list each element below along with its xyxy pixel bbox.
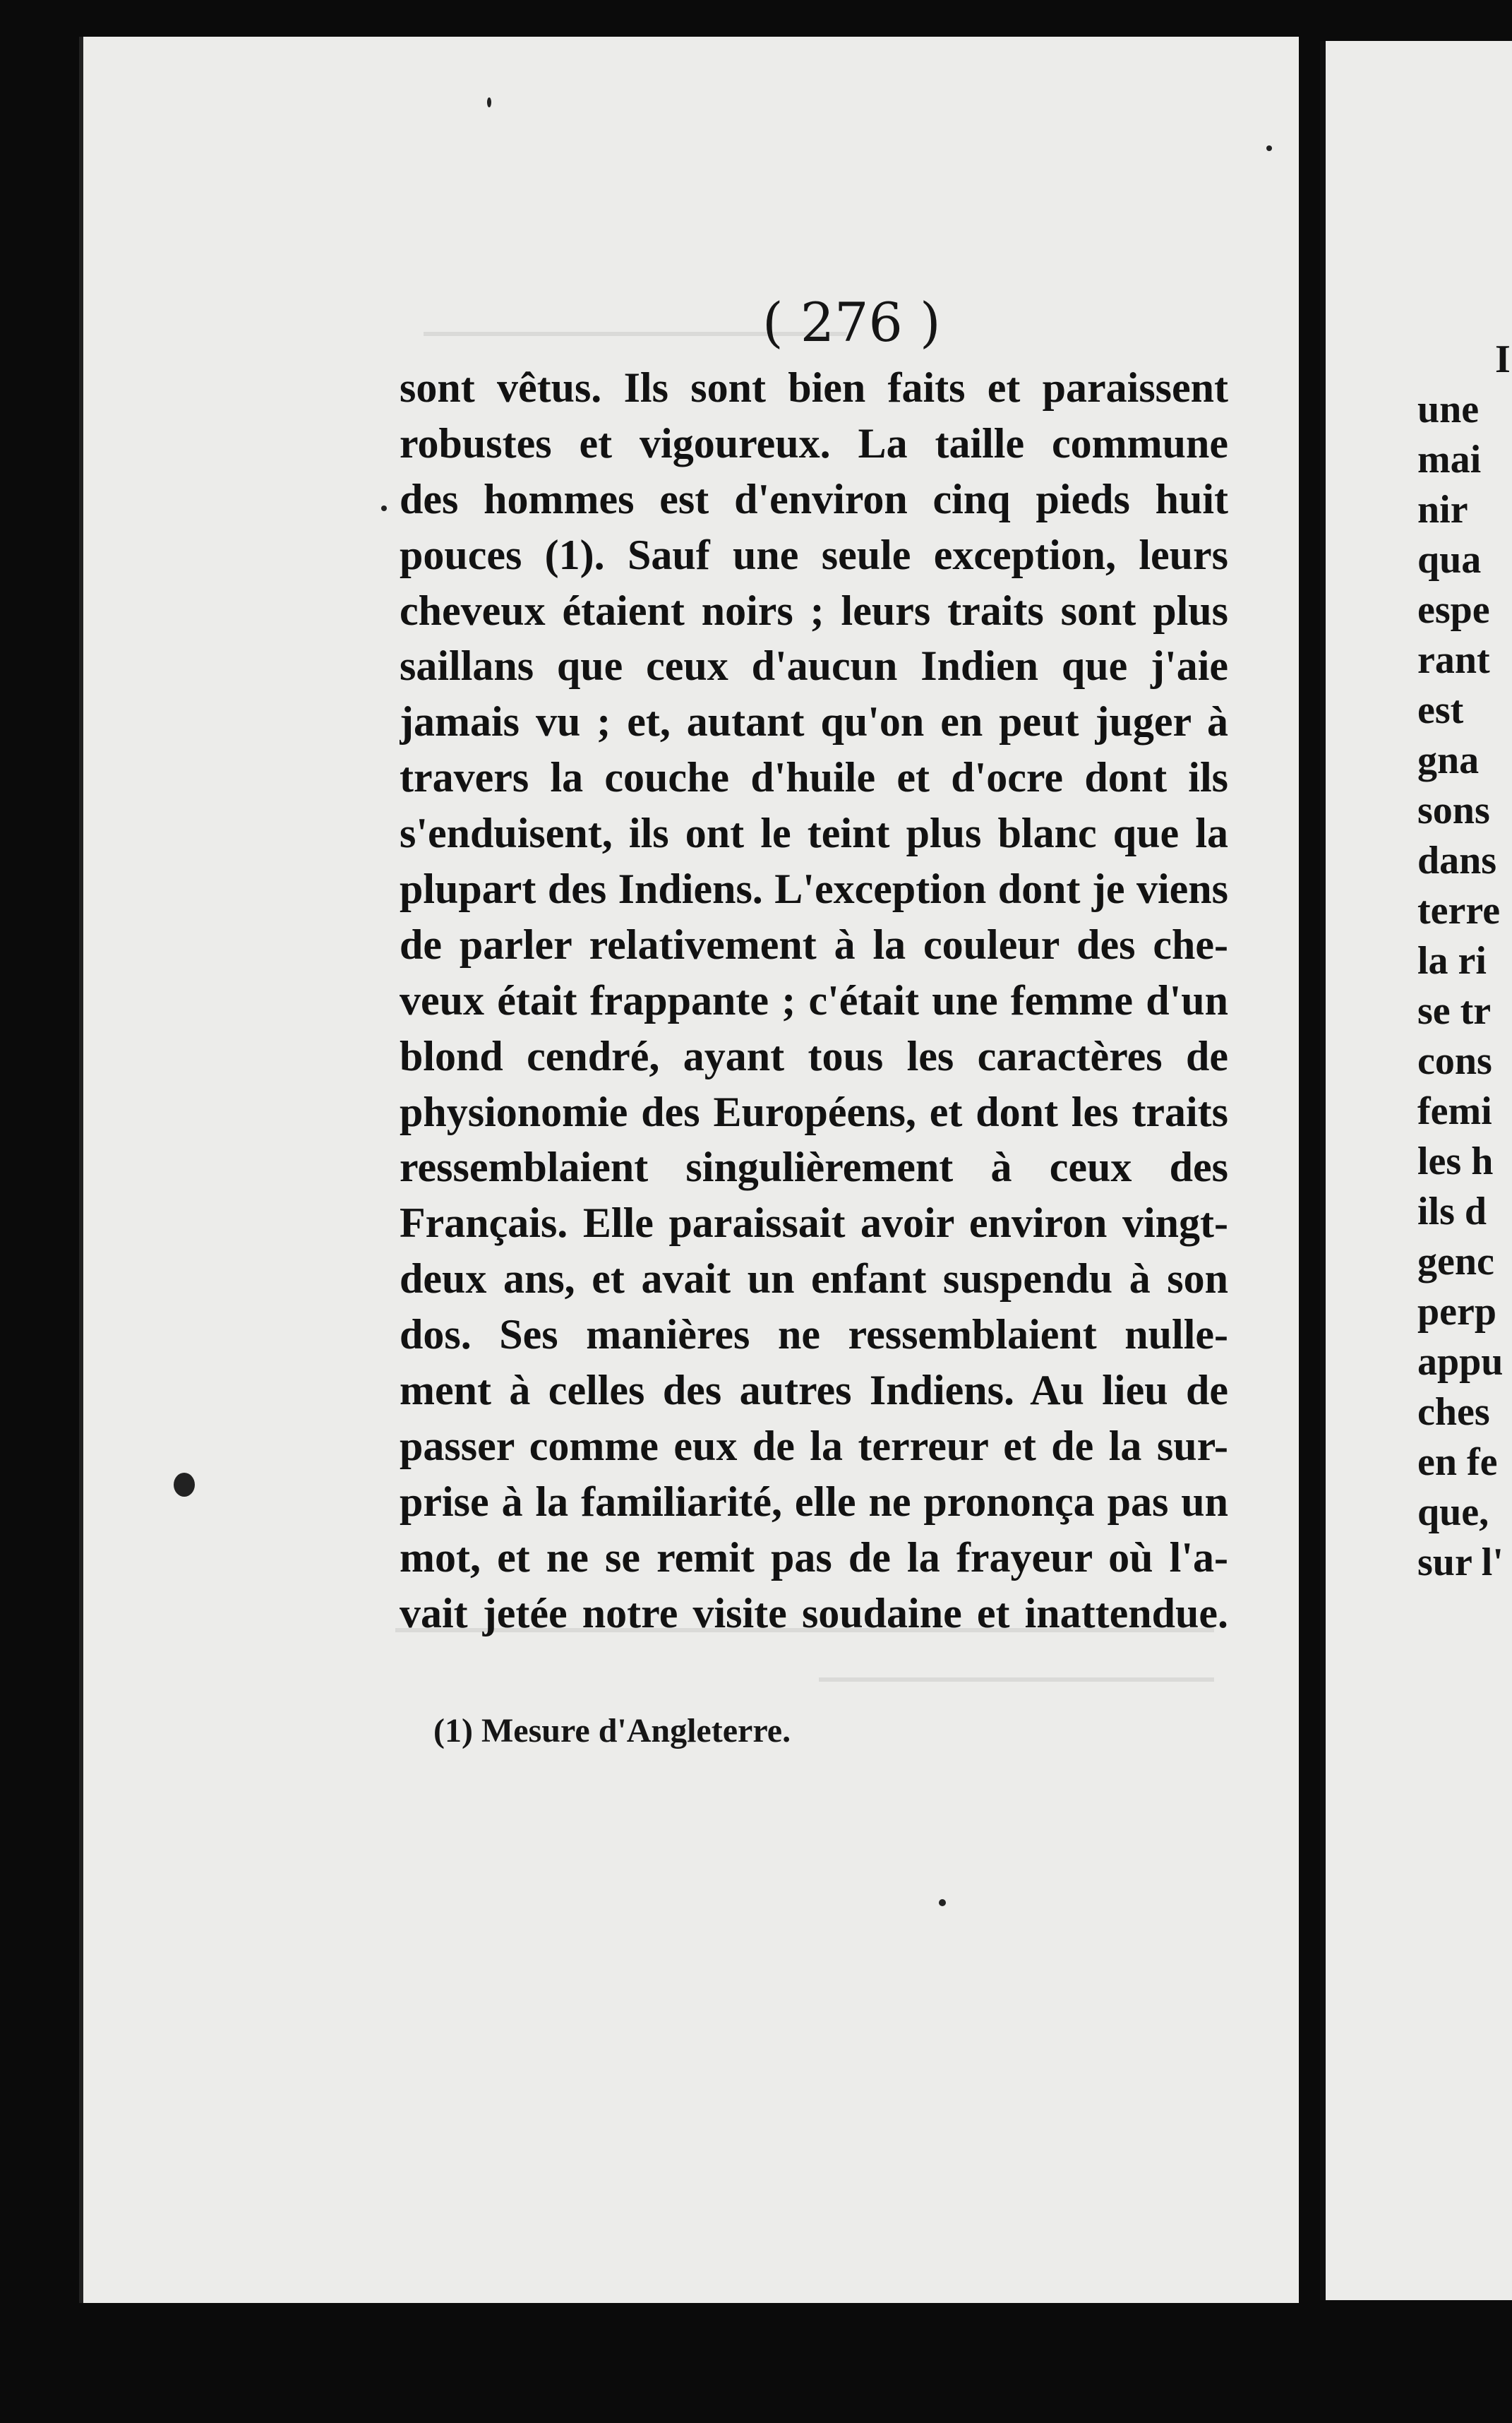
facing-line: genc <box>1417 1240 1494 1284</box>
facing-line: mai <box>1417 438 1482 481</box>
facing-line: rant <box>1417 638 1490 682</box>
text-line: cheveux étaient noirs ; leurs traits sont plus <box>400 587 1228 634</box>
facing-line: les h <box>1417 1139 1494 1183</box>
facing-line: que, <box>1417 1490 1489 1534</box>
facing-line: en fe <box>1417 1440 1498 1484</box>
facing-line: se tr <box>1417 989 1492 1033</box>
page-number: ( 276 ) <box>762 291 941 354</box>
text-line: mot, et ne se remit pas de la frayeur où l'a- <box>400 1533 1228 1581</box>
facing-line: sons <box>1417 789 1490 832</box>
text-line: s'enduisent, ils ont le teint plus blanc que la <box>400 810 1228 857</box>
paper-speck <box>174 1473 195 1497</box>
text-line: passer comme eux de la terreur et de la sur- <box>400 1422 1228 1469</box>
body-text <box>400 360 1228 1641</box>
text-line: prise à la familiarité, elle ne prononça pas un <box>400 1478 1228 1525</box>
text-line: plupart des Indiens. L'exception dont je viens <box>400 866 1228 913</box>
text-line: dos. Ses manières ne ressemblaient nulle- <box>400 1311 1228 1358</box>
text-line: sont vêtus. Ils sont bien faits et paraissent <box>400 364 1228 411</box>
facing-line: I <box>1495 337 1511 381</box>
facing-line: gna <box>1417 738 1480 782</box>
footnote: (1) Mesure d'Angleterre. <box>433 1712 791 1749</box>
text-line: vait jetée notre visite soudaine et inattendue. <box>400 1589 1228 1637</box>
facing-line: une <box>1417 388 1480 431</box>
facing-line: cons <box>1417 1039 1492 1083</box>
facing-line: femi <box>1417 1089 1492 1133</box>
paper-speck <box>487 97 491 107</box>
paper-speck <box>939 1899 946 1906</box>
text-line: Français. Elle paraissait avoir environ vingt- <box>400 1199 1228 1247</box>
text-line: travers la couche d'huile et d'ocre dont ils <box>400 754 1228 801</box>
facing-line: nir <box>1417 488 1468 532</box>
paper-speck <box>1266 145 1272 151</box>
text-line: ment à celles des autres Indiens. Au lieu de <box>400 1367 1228 1414</box>
text-line: robustes et vigoureux. La taille commune <box>400 419 1228 467</box>
facing-line: perp <box>1417 1290 1496 1334</box>
show-through-mark <box>819 1677 1214 1682</box>
text-line: jamais vu ; et, autant qu'on en peut juger à <box>400 698 1228 746</box>
text-line: des hommes est d'environ cinq pieds huit <box>400 475 1228 522</box>
text-line: deux ans, et avait un enfant suspendu à son <box>400 1255 1228 1303</box>
facing-line: dans <box>1417 839 1497 883</box>
facing-line: la ri <box>1417 939 1487 983</box>
facing-page-text <box>1417 335 1512 1588</box>
text-line: veux était frappante ; c'était une femme d'un <box>400 976 1228 1024</box>
facing-line: ils d <box>1417 1190 1487 1233</box>
paper-speck <box>381 505 387 511</box>
text-line: de parler relativement à la couleur des che- <box>400 921 1228 968</box>
text-line: pouces (1). Sauf une seule exception, leurs <box>400 531 1228 578</box>
facing-line: sur l' <box>1417 1540 1504 1584</box>
facing-line: appu <box>1417 1340 1504 1384</box>
text-line: blond cendré, ayant tous les caractères de <box>400 1032 1228 1079</box>
facing-line: terre <box>1417 889 1501 933</box>
text-line: physionomie des Européens, et dont les traits <box>400 1088 1228 1135</box>
facing-line: est <box>1417 688 1464 732</box>
text-line: saillans que ceux d'aucun Indien que j'aie <box>400 642 1228 690</box>
facing-line: espe <box>1417 588 1490 632</box>
facing-line: qua <box>1417 538 1482 582</box>
facing-line: ches <box>1417 1390 1490 1434</box>
text-line: ressemblaient singulièrement à ceux des <box>400 1144 1228 1191</box>
